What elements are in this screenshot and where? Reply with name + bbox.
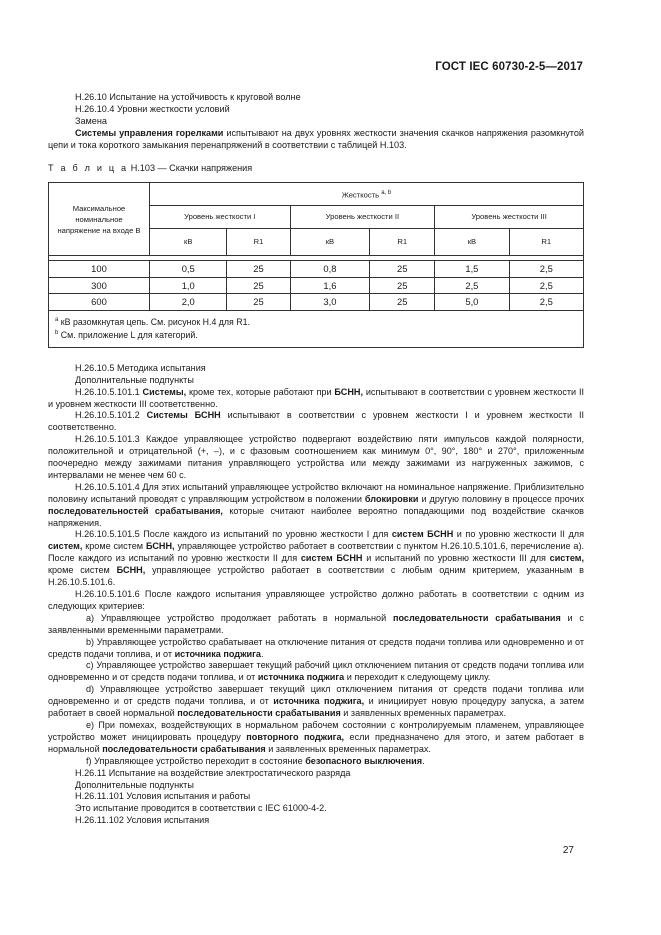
subclause-label: Дополнительные подпункты <box>75 779 194 790</box>
paragraph: Н.26.10.5.101.3 Каждое управляющее устройство подвергают воздействию пяти импульсов каждой полярности, положительной и отрицательной (+, –), и с фазовым соотношением как минимум 0°, 90°, 180° и 270°, приложенным поочередно между зажимами питания управляющего устройства или между зажимами из нагруженных зажимов, с интервалами не менее чем 60 с. <box>48 434 584 480</box>
clause-heading: Н.26.11.102 Условия испытания <box>75 815 210 826</box>
table-note-b: $^b$ См. приложение L для категорий. <box>55 330 198 341</box>
paragraph: Н.26.10.5.101.4 Для этих испытаний управляющее устройство включают на номинальное напряжение. Приблизительно половину испытаний проводят с управляющим устройством в положении блокировки и другую половину в процессе прочих последовательностей срабатывания, которые считают наиболее вероятно попадающими под воздействие скачков напряжения. <box>48 481 584 528</box>
table-subheader: кВ <box>150 229 227 256</box>
table-subheader: R1 <box>370 229 435 256</box>
surge-voltage-table <box>48 182 584 347</box>
list-item: e) При помехах, воздействующих в нормальном рабочем состоянии с контролируемым пламенем, управляющее устройство может инициировать процедуру повторного поджига, если предназначено для этого, и затем работает в нормальной последовательности срабатывания и заявленных временных параметрах. <box>48 719 584 754</box>
clause-heading: Н.26.11.101 Условия испытания и работы <box>75 791 251 802</box>
paragraph: Н.26.10.5.101.6 После каждого испытания управляющее устройство должно работать в соответствии с одним из следующих критериев: <box>48 589 584 611</box>
table-subheader: R1 <box>227 229 290 256</box>
clause-heading: Н.26.10 Испытание на устойчивость к круговой волне <box>75 92 301 102</box>
list-item: d) Управляющее устройство завершает текущий цикл отключением питания от средств подачи топлива или одновременно и от средств подачи топлива, и от источника поджига, и инициирует новую процедуру запуска, а затем работает в своей нормальной последовательности срабатывания и заявленных временных параметрах. <box>48 684 584 719</box>
table-header-severity: Жесткость $^{a, b}$ <box>150 183 584 206</box>
table-row: 600 2,0 25 3,0 25 5,0 2,5 <box>49 294 584 311</box>
clause-heading: Н.26.11 Испытание на воздействие электростатического разряда <box>75 767 351 778</box>
table-row: 300 1,0 25 1,6 25 2,5 2,5 <box>49 277 584 294</box>
clause-heading: Н.26.10.5 Методика испытания <box>75 362 206 373</box>
paragraph: Это испытание проводится в соответствии с IEC 61000-4-2. <box>75 803 327 814</box>
table-subheader: кВ <box>290 229 370 256</box>
subclause-label: Дополнительные подпункты <box>75 374 194 385</box>
paragraph: Н.26.10.5.101.1 Системы, кроме тех, которые работают при БСНН, испытывают в соответствии с уровнем жесткости II и уровнем жесткости III соответственно. <box>48 386 584 409</box>
replacement-label: Замена <box>75 115 107 126</box>
table-caption: Т а б л и ц а Н.103 — Скачки напряжения <box>48 162 253 173</box>
clause-heading: Н.26.10.4 Уровни жесткости условий <box>75 103 230 114</box>
table-note-a: $^a$ кВ разомкнутая цепь. См. рисунок Н.4 для R1. <box>55 316 250 327</box>
list-item: f) Управляющее устройство переходит в состояние безопасного выключения. <box>86 755 425 766</box>
paragraph: Н.26.10.5.101.2 Системы БСНН испытывают в соответствии с уровнем жесткости I и уровнем жесткости II соответственно. <box>48 410 584 433</box>
table-row: 100 0,5 25 0,8 25 1,5 2,5 <box>49 261 584 278</box>
page-content <box>48 92 584 827</box>
page-number: 27 <box>562 845 574 856</box>
table-subheader: кВ <box>435 229 509 256</box>
table-header-level-2: Уровень жесткости II <box>290 206 435 229</box>
table-subheader: R1 <box>509 229 583 256</box>
paragraph: Системы управления горелками испытывают на двух уровнях жесткости значения скачков напряжения разомкнутой цепи и тока короткого замыкания перенапряжений в соответствии с таблицей Н.103. <box>48 127 584 150</box>
table-header-max-voltage: Максимальное номинальное напряжение на входе В <box>49 183 150 256</box>
list-item: b) Управляющее устройство срабатывает на отключение питания от средств подачи топлива или одновременно и от средств подачи топлива, и от источника поджига. <box>48 636 584 659</box>
table-notes <box>49 310 584 347</box>
paragraph: Н.26.10.5.101.5 После каждого из испытаний по уровню жесткости I для систем БСНН и по уровню жесткости II для систем, кроме систем БСНН, управляющее устройство работает в соответствии с пунктом Н.26.10.5.101.6, перечисление а). После каждого из испытаний по уровню жесткости II для систем БСНН и испытаний по уровню жесткости III для систем, кроме систем БСНН, управляющее устройство работает в соответствии с любым одним критерием, указанным в Н.26.10.5.101.6. <box>48 529 585 588</box>
document-header: ГОСТ IEC 60730-2-5—2017 <box>435 61 583 73</box>
table-header-level-3: Уровень жесткости III <box>435 206 584 229</box>
table-header-level-1: Уровень жесткости I <box>150 206 291 229</box>
list-item: a) Управляющее устройство продолжает работать в нормальной последовательности срабатывания и с заявленными временными параметрами. <box>48 612 584 635</box>
list-item: c) Управляющее устройство завершает текущий рабочий цикл отключением питания от средств подачи топлива или одновременно и от средств подачи топлива, и от источника поджига и переходит к следующему циклу. <box>48 660 584 683</box>
